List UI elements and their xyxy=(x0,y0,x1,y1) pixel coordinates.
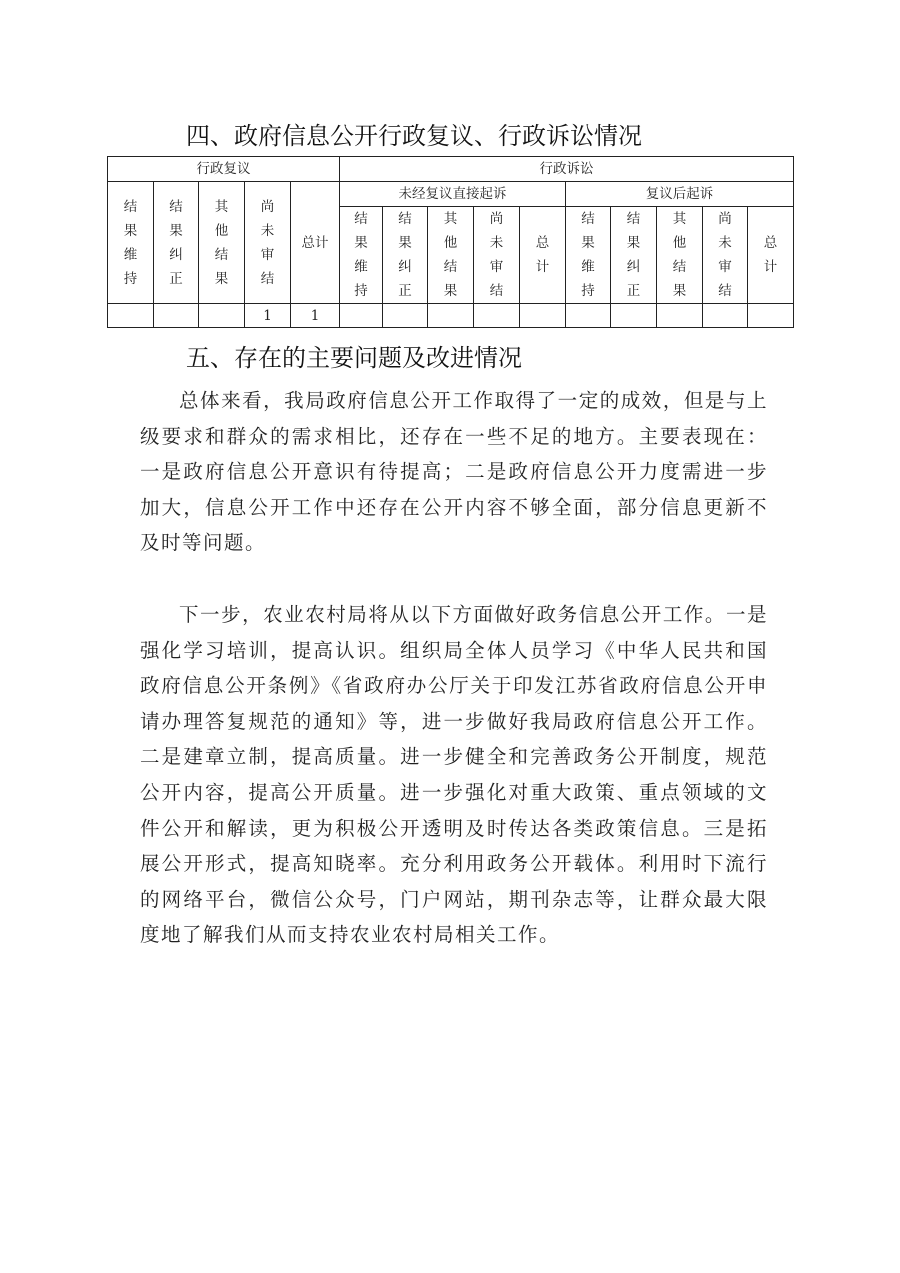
table-cell xyxy=(657,304,703,328)
table-cell xyxy=(703,304,748,328)
review-col-header: 其他结果 xyxy=(199,182,245,304)
after-col-header: 尚未审结 xyxy=(703,207,748,304)
header-suit-after-review: 复议后起诉 xyxy=(566,182,794,207)
paragraph-text: 总体来看，我局政府信息公开工作取得了一定的成效，但是与上级要求和群众的需求相比，还存在一些不足的地方。主要表现在：一是政府信息公开意识有待提高；二是政府信息公开力度需进一步加大，信息公开工作中还存在公开内容不够全面，部分信息更新不及时等问题。 xyxy=(140,389,768,555)
direct-col-header: 结果纠正 xyxy=(383,207,428,304)
after-col-header: 结果纠正 xyxy=(611,207,657,304)
header-administrative-review: 行政复议 xyxy=(108,157,340,182)
table-row xyxy=(108,304,794,328)
table-cell xyxy=(748,304,794,328)
direct-col-header: 其他结果 xyxy=(428,207,474,304)
after-col-header: 结果维持 xyxy=(566,207,611,304)
direct-col-header-total: 总计 xyxy=(520,207,566,304)
after-col-header-total: 总计 xyxy=(748,207,794,304)
table-cell xyxy=(383,304,428,328)
paragraph-text: 下一步，农业农村局将从以下方面做好政务信息公开工作。一是强化学习培训，提高认识。组织局全体人员学习《中华人民共和国政府信息公开条例》《省政府办公厅关于印发江苏省政府信息公开申请办理答复规范的通知》等，进一步做好我局政府信息公开工作。二是建章立制，提高质量。进一步健全和完善政务公开制度，规范公开内容，提高公开质量。进一步强化对重大政策、重点领域的文件公开和解读，更为积极公开透明及时传达各类政策信息。三是拓展公开形式，提高知晓率。充分利用政务公开载体。利用时下流行的网络平台，微信公众号，门户网站，期刊杂志等，让群众最大限度地了解我们从而支持农业农村局相关工作。 xyxy=(140,603,768,947)
paragraph-improvements xyxy=(140,597,768,953)
section-heading-problems: 五、存在的主要问题及改进情况 xyxy=(186,344,522,372)
review-col-header: 结果维持 xyxy=(108,182,154,304)
table-cell xyxy=(340,304,383,328)
header-direct-suit: 未经复议直接起诉 xyxy=(340,182,566,207)
table-cell xyxy=(108,304,154,328)
review-col-header-total: 总计 xyxy=(291,182,340,304)
table-cell xyxy=(154,304,199,328)
table-cell xyxy=(566,304,611,328)
after-col-header: 其他结果 xyxy=(657,207,703,304)
review-col-header: 结果纠正 xyxy=(154,182,199,304)
direct-col-header: 结果维持 xyxy=(340,207,383,304)
review-col-header: 尚未审结 xyxy=(245,182,291,304)
table-cell: 1 xyxy=(245,304,291,328)
paragraph-problems xyxy=(140,383,768,561)
section-heading-review-litigation: 四、政府信息公开行政复议、行政诉讼情况 xyxy=(186,122,642,150)
table-cell xyxy=(474,304,520,328)
direct-col-header: 尚未审结 xyxy=(474,207,520,304)
header-administrative-litigation: 行政诉讼 xyxy=(340,157,794,182)
table-cell xyxy=(428,304,474,328)
table-cell xyxy=(520,304,566,328)
table-cell: 1 xyxy=(291,304,340,328)
table-cell xyxy=(611,304,657,328)
table-cell xyxy=(199,304,245,328)
review-litigation-table xyxy=(107,156,794,328)
